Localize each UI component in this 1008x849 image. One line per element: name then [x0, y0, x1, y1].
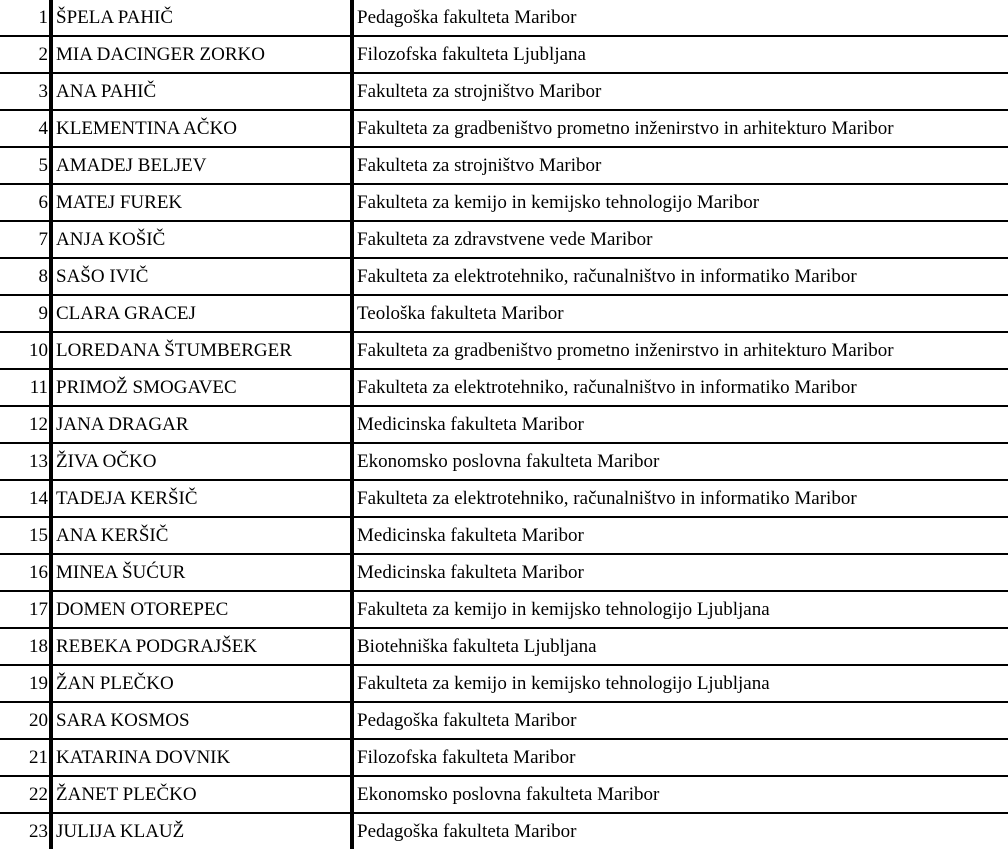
row-number-cell[interactable]: 23: [0, 813, 51, 849]
faculty-cell[interactable]: Pedagoška fakulteta Maribor: [352, 813, 1008, 849]
student-name-cell[interactable]: LOREDANA ŠTUMBERGER: [51, 332, 352, 369]
table-row: [0, 776, 1008, 813]
table-row: [0, 110, 1008, 147]
faculty-cell[interactable]: Fakulteta za gradbeništvo prometno inženirstvo in arhitekturo Maribor: [352, 110, 1008, 147]
row-number-cell[interactable]: 3: [0, 73, 51, 110]
student-name-cell[interactable]: KLEMENTINA AČKO: [51, 110, 352, 147]
student-name-cell[interactable]: MIA DACINGER ZORKO: [51, 36, 352, 73]
faculty-cell[interactable]: Filozofska fakulteta Maribor: [352, 739, 1008, 776]
row-number-cell[interactable]: 5: [0, 147, 51, 184]
table-row: [0, 591, 1008, 628]
faculty-cell[interactable]: Pedagoška fakulteta Maribor: [352, 702, 1008, 739]
faculty-cell[interactable]: Medicinska fakulteta Maribor: [352, 406, 1008, 443]
row-number-cell[interactable]: 15: [0, 517, 51, 554]
row-number-cell[interactable]: 8: [0, 258, 51, 295]
student-name-cell[interactable]: ANJA KOŠIČ: [51, 221, 352, 258]
faculty-cell[interactable]: Fakulteta za kemijo in kemijsko tehnologijo Maribor: [352, 184, 1008, 221]
student-name-cell[interactable]: TADEJA KERŠIČ: [51, 480, 352, 517]
table-row: [0, 184, 1008, 221]
student-name-cell[interactable]: REBEKA PODGRAJŠEK: [51, 628, 352, 665]
student-name-cell[interactable]: PRIMOŽ SMOGAVEC: [51, 369, 352, 406]
row-number-cell[interactable]: 16: [0, 554, 51, 591]
faculty-cell[interactable]: Pedagoška fakulteta Maribor: [352, 0, 1008, 36]
faculty-cell[interactable]: Fakulteta za kemijo in kemijsko tehnologijo Ljubljana: [352, 591, 1008, 628]
row-number-cell[interactable]: 19: [0, 665, 51, 702]
student-name-cell[interactable]: ŽAN PLEČKO: [51, 665, 352, 702]
faculty-cell[interactable]: Fakulteta za zdravstvene vede Maribor: [352, 221, 1008, 258]
table-row: [0, 258, 1008, 295]
table-row: [0, 147, 1008, 184]
student-name-cell[interactable]: ŠPELA PAHIČ: [51, 0, 352, 36]
student-name-cell[interactable]: ŽIVA OČKO: [51, 443, 352, 480]
table-row: [0, 628, 1008, 665]
faculty-cell[interactable]: Medicinska fakulteta Maribor: [352, 554, 1008, 591]
student-name-cell[interactable]: ANA PAHIČ: [51, 73, 352, 110]
table-row: [0, 406, 1008, 443]
row-number-cell[interactable]: 22: [0, 776, 51, 813]
row-number-cell[interactable]: 12: [0, 406, 51, 443]
student-name-cell[interactable]: AMADEJ BELJEV: [51, 147, 352, 184]
table-row: [0, 73, 1008, 110]
row-number-cell[interactable]: 14: [0, 480, 51, 517]
student-name-cell[interactable]: SAŠO IVIČ: [51, 258, 352, 295]
table-row: [0, 813, 1008, 849]
table-row: [0, 739, 1008, 776]
row-number-cell[interactable]: 1: [0, 0, 51, 36]
row-number-cell[interactable]: 17: [0, 591, 51, 628]
faculty-cell[interactable]: Teološka fakulteta Maribor: [352, 295, 1008, 332]
table-row: [0, 443, 1008, 480]
faculty-cell[interactable]: Filozofska fakulteta Ljubljana: [352, 36, 1008, 73]
faculty-cell[interactable]: Biotehniška fakulteta Ljubljana: [352, 628, 1008, 665]
faculty-cell[interactable]: Ekonomsko poslovna fakulteta Maribor: [352, 443, 1008, 480]
row-number-cell[interactable]: 4: [0, 110, 51, 147]
student-name-cell[interactable]: DOMEN OTOREPEC: [51, 591, 352, 628]
table-row: [0, 369, 1008, 406]
faculty-cell[interactable]: Medicinska fakulteta Maribor: [352, 517, 1008, 554]
row-number-cell[interactable]: 18: [0, 628, 51, 665]
row-number-cell[interactable]: 9: [0, 295, 51, 332]
faculty-cell[interactable]: Fakulteta za strojništvo Maribor: [352, 147, 1008, 184]
row-number-cell[interactable]: 2: [0, 36, 51, 73]
student-name-cell[interactable]: MINEA ŠUĆUR: [51, 554, 352, 591]
student-name-cell[interactable]: SARA KOSMOS: [51, 702, 352, 739]
student-name-cell[interactable]: CLARA GRACEJ: [51, 295, 352, 332]
row-number-cell[interactable]: 6: [0, 184, 51, 221]
row-number-cell[interactable]: 11: [0, 369, 51, 406]
faculty-cell[interactable]: Fakulteta za strojništvo Maribor: [352, 73, 1008, 110]
faculty-cell[interactable]: Fakulteta za elektrotehniko, računalništvo in informatiko Maribor: [352, 480, 1008, 517]
table-row: [0, 36, 1008, 73]
table-row: [0, 702, 1008, 739]
faculty-cell[interactable]: Fakulteta za kemijo in kemijsko tehnologijo Ljubljana: [352, 665, 1008, 702]
row-number-cell[interactable]: 7: [0, 221, 51, 258]
faculty-cell[interactable]: Fakulteta za gradbeništvo prometno inženirstvo in arhitekturo Maribor: [352, 332, 1008, 369]
student-name-cell[interactable]: JULIJA KLAUŽ: [51, 813, 352, 849]
table-row: [0, 480, 1008, 517]
faculty-cell[interactable]: Ekonomsko poslovna fakulteta Maribor: [352, 776, 1008, 813]
row-number-cell[interactable]: 10: [0, 332, 51, 369]
row-number-cell[interactable]: 13: [0, 443, 51, 480]
table-row: [0, 221, 1008, 258]
student-name-cell[interactable]: KATARINA DOVNIK: [51, 739, 352, 776]
student-name-cell[interactable]: JANA DRAGAR: [51, 406, 352, 443]
faculty-cell[interactable]: Fakulteta za elektrotehniko, računalništvo in informatiko Maribor: [352, 258, 1008, 295]
table-row: [0, 295, 1008, 332]
row-number-cell[interactable]: 20: [0, 702, 51, 739]
student-name-cell[interactable]: ŽANET PLEČKO: [51, 776, 352, 813]
student-name-cell[interactable]: ANA KERŠIČ: [51, 517, 352, 554]
table-row: [0, 665, 1008, 702]
student-name-cell[interactable]: MATEJ FUREK: [51, 184, 352, 221]
row-number-cell[interactable]: 21: [0, 739, 51, 776]
table-row: [0, 517, 1008, 554]
faculty-cell[interactable]: Fakulteta za elektrotehniko, računalništvo in informatiko Maribor: [352, 369, 1008, 406]
table-row: [0, 554, 1008, 591]
table-row: [0, 0, 1008, 36]
table-row: [0, 332, 1008, 369]
